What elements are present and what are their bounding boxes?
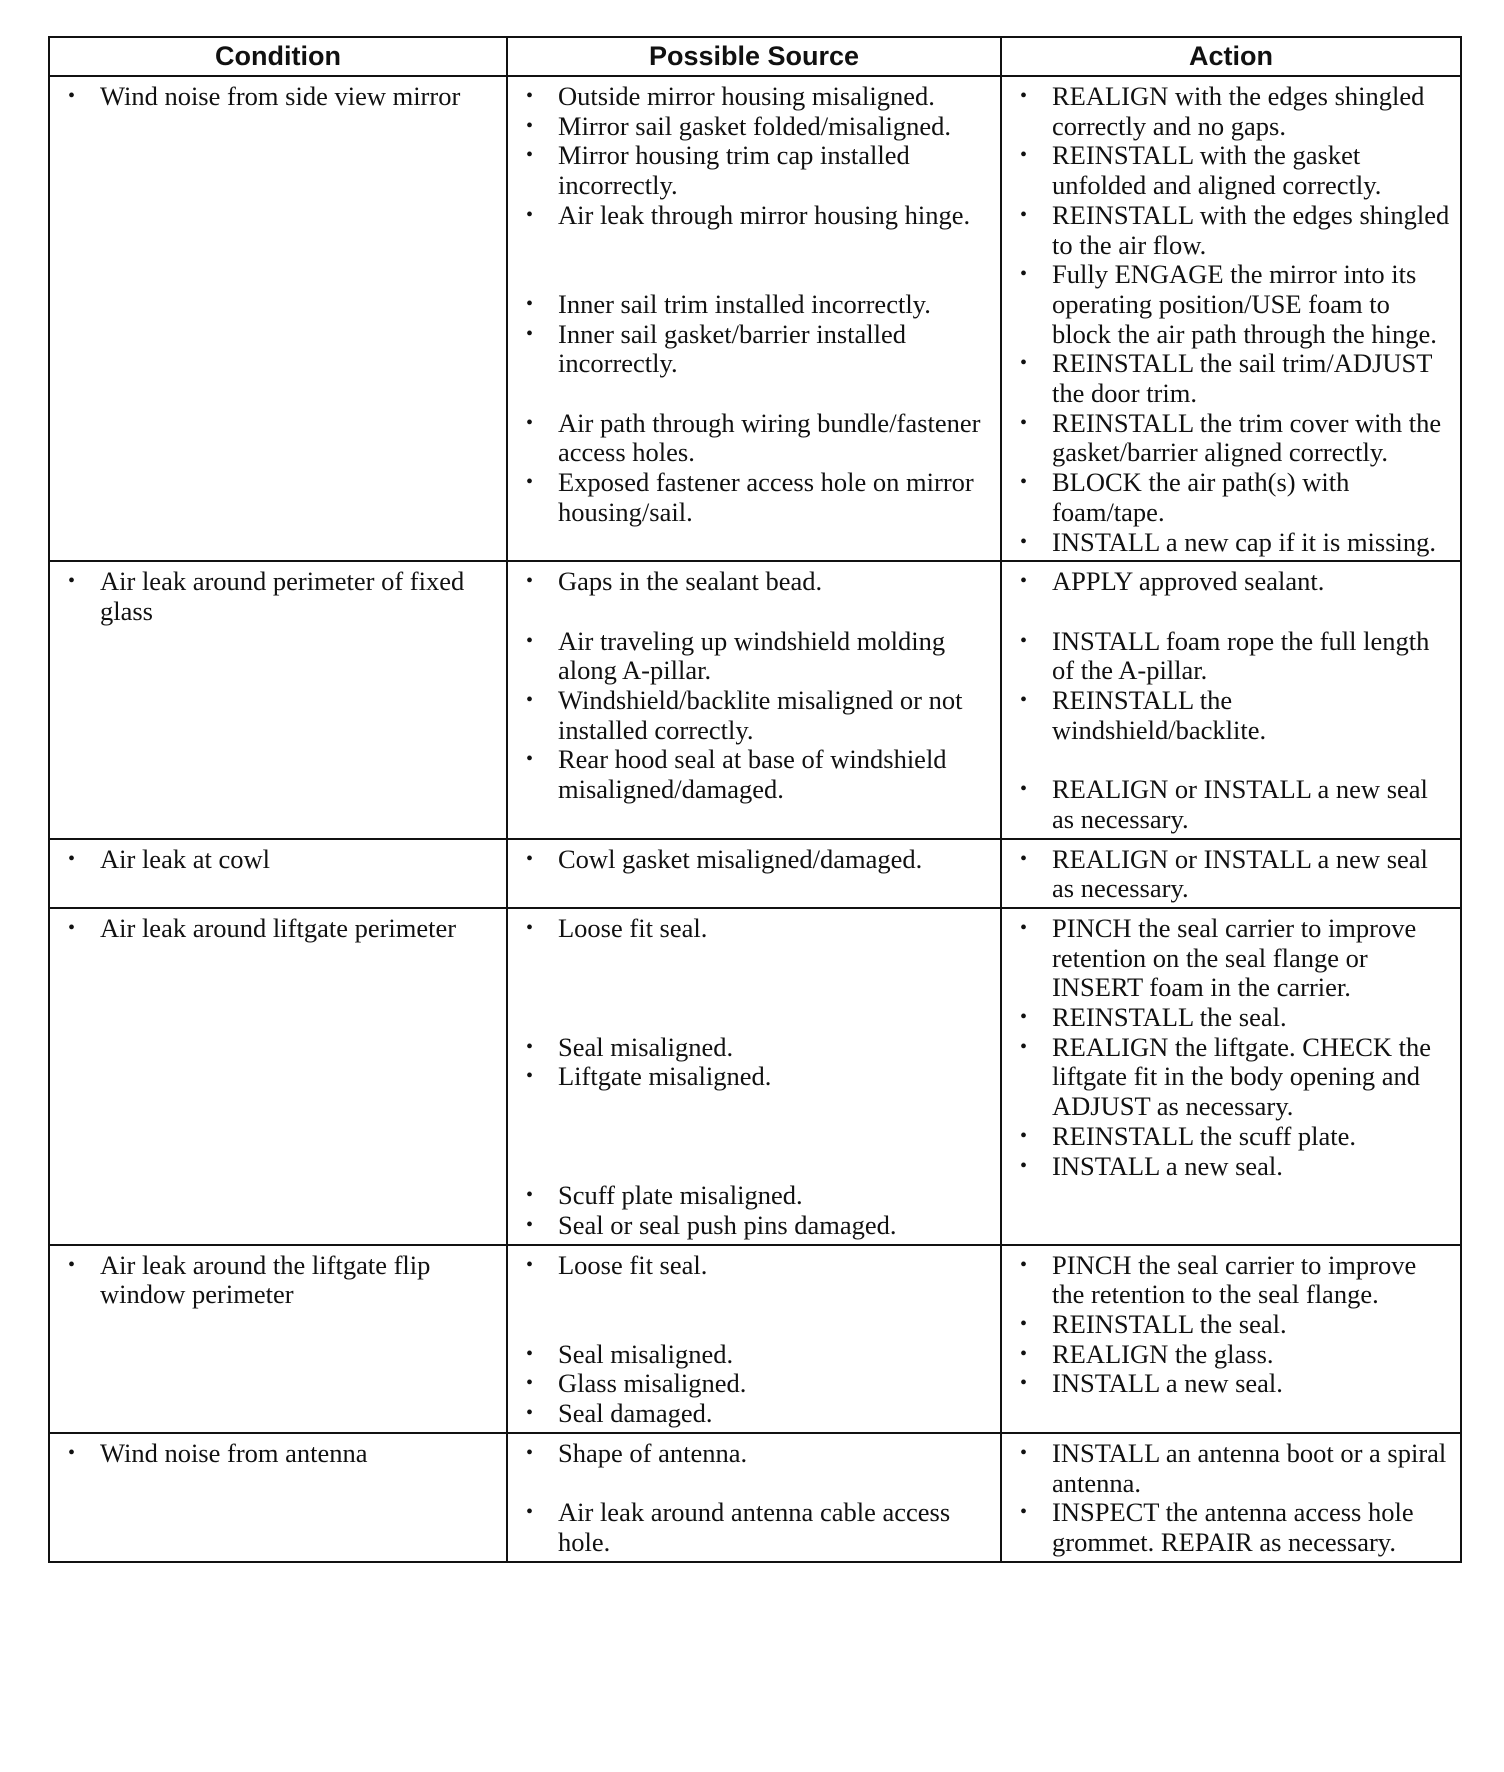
- action-item: • REINSTALL the scuff plate.: [1010, 1122, 1452, 1152]
- condition-text: • Air leak at cowl: [58, 845, 498, 875]
- action-item: • REINSTALL with the edges shingled to the air flow.: [1010, 201, 1452, 260]
- action-cell: [1001, 76, 1461, 561]
- table-row: [49, 1245, 1461, 1433]
- action-item: • REALIGN the glass.: [1010, 1340, 1452, 1370]
- action-item: • INSTALL a new cap if it is missing.: [1010, 528, 1452, 558]
- action-item: • REALIGN or INSTALL a new seal as necessary.: [1010, 775, 1452, 834]
- condition-cell: [49, 561, 507, 838]
- action-item: • INSPECT the antenna access hole grommet. REPAIR as necessary.: [1010, 1498, 1452, 1557]
- source-item: • Inner sail gasket/barrier installed incorrectly.: [516, 320, 992, 379]
- table-row: [49, 76, 1461, 561]
- source-cell: [507, 76, 1001, 561]
- source-item: • Cowl gasket misaligned/damaged.: [516, 845, 992, 875]
- action-cell: [1001, 561, 1461, 838]
- action-item: • REALIGN with the edges shingled correctly and no gaps.: [1010, 82, 1452, 141]
- condition-cell: [49, 76, 507, 561]
- source-item: • Rear hood seal at base of windshield misaligned/damaged.: [516, 745, 992, 804]
- source-cell: [507, 561, 1001, 838]
- action-item: • INSTALL an antenna boot or a spiral antenna.: [1010, 1439, 1452, 1498]
- header-condition: Condition: [49, 37, 507, 76]
- source-item: • Liftgate misaligned.: [516, 1062, 992, 1092]
- condition-text: • Air leak around perimeter of fixed glass: [58, 567, 498, 626]
- source-item: • Loose fit seal.: [516, 914, 992, 944]
- action-item: • INSTALL a new seal.: [1010, 1152, 1452, 1182]
- condition-cell: [49, 1433, 507, 1562]
- action-cell: [1001, 908, 1461, 1245]
- source-cell: [507, 1245, 1001, 1433]
- source-cell: [507, 1433, 1001, 1562]
- source-item: • Windshield/backlite misaligned or not installed correctly.: [516, 686, 992, 745]
- condition-cell: [49, 908, 507, 1245]
- action-cell: [1001, 839, 1461, 908]
- table-row: [49, 908, 1461, 1245]
- action-item: • APPLY approved sealant.: [1010, 567, 1452, 597]
- action-item: • REINSTALL with the gasket unfolded and aligned correctly.: [1010, 141, 1452, 200]
- condition-text: • Air leak around liftgate perimeter: [58, 914, 498, 944]
- action-item: • REINSTALL the sail trim/ADJUST the door trim.: [1010, 349, 1452, 408]
- action-item: • INSTALL foam rope the full length of the A-pillar.: [1010, 627, 1452, 686]
- source-item: • Mirror sail gasket folded/misaligned.: [516, 112, 992, 142]
- action-item: • REALIGN the liftgate. CHECK the liftgate fit in the body opening and ADJUST as necessary.: [1010, 1033, 1452, 1122]
- source-item: • Air path through wiring bundle/fastener access holes.: [516, 409, 992, 468]
- source-item: • Outside mirror housing misaligned.: [516, 82, 992, 112]
- source-cell: [507, 839, 1001, 908]
- table-row: [49, 561, 1461, 838]
- action-item: • REINSTALL the windshield/backlite.: [1010, 686, 1452, 745]
- condition-text: • Wind noise from antenna: [58, 1439, 498, 1469]
- header-action: Action: [1001, 37, 1461, 76]
- action-item: • Fully ENGAGE the mirror into its operating position/USE foam to block the air path through the hinge.: [1010, 260, 1452, 349]
- action-item: • PINCH the seal carrier to improve retention on the seal flange or INSERT foam in the carrier.: [1010, 914, 1452, 1003]
- action-item: • BLOCK the air path(s) with foam/tape.: [1010, 468, 1452, 527]
- condition-cell: [49, 1245, 507, 1433]
- source-cell: [507, 908, 1001, 1245]
- source-item: • Shape of antenna.: [516, 1439, 992, 1469]
- action-item: • REINSTALL the trim cover with the gasket/barrier aligned correctly.: [1010, 409, 1452, 468]
- source-item: • Exposed fastener access hole on mirror housing/sail.: [516, 468, 992, 527]
- source-item: • Air leak through mirror housing hinge.: [516, 201, 992, 231]
- header-possible-source: Possible Source: [507, 37, 1001, 76]
- table-row: [49, 839, 1461, 908]
- source-item: • Seal or seal push pins damaged.: [516, 1211, 992, 1241]
- source-item: • Seal misaligned.: [516, 1340, 992, 1370]
- condition-cell: [49, 839, 507, 908]
- action-item: • PINCH the seal carrier to improve the retention to the seal flange.: [1010, 1251, 1452, 1310]
- action-item: • REINSTALL the seal.: [1010, 1310, 1452, 1340]
- source-item: • Air traveling up windshield molding along A-pillar.: [516, 627, 992, 686]
- source-item: • Scuff plate misaligned.: [516, 1181, 992, 1211]
- action-item: • INSTALL a new seal.: [1010, 1369, 1452, 1399]
- table-row: [49, 1433, 1461, 1562]
- source-item: • Glass misaligned.: [516, 1369, 992, 1399]
- wind-noise-diagnosis-table: [48, 36, 1462, 1563]
- source-item: • Air leak around antenna cable access hole.: [516, 1498, 992, 1557]
- action-cell: [1001, 1245, 1461, 1433]
- source-item: • Gaps in the sealant bead.: [516, 567, 992, 597]
- source-item: • Mirror housing trim cap installed incorrectly.: [516, 141, 992, 200]
- condition-text: • Wind noise from side view mirror: [58, 82, 498, 112]
- source-item: • Seal damaged.: [516, 1399, 992, 1429]
- action-item: • REALIGN or INSTALL a new seal as necessary.: [1010, 845, 1452, 904]
- source-item: • Seal misaligned.: [516, 1033, 992, 1063]
- table-header-row: [49, 37, 1461, 76]
- condition-text: • Air leak around the liftgate flip window perimeter: [58, 1251, 498, 1310]
- source-item: • Inner sail trim installed incorrectly.: [516, 290, 992, 320]
- action-item: • REINSTALL the seal.: [1010, 1003, 1452, 1033]
- action-cell: [1001, 1433, 1461, 1562]
- source-item: • Loose fit seal.: [516, 1251, 992, 1281]
